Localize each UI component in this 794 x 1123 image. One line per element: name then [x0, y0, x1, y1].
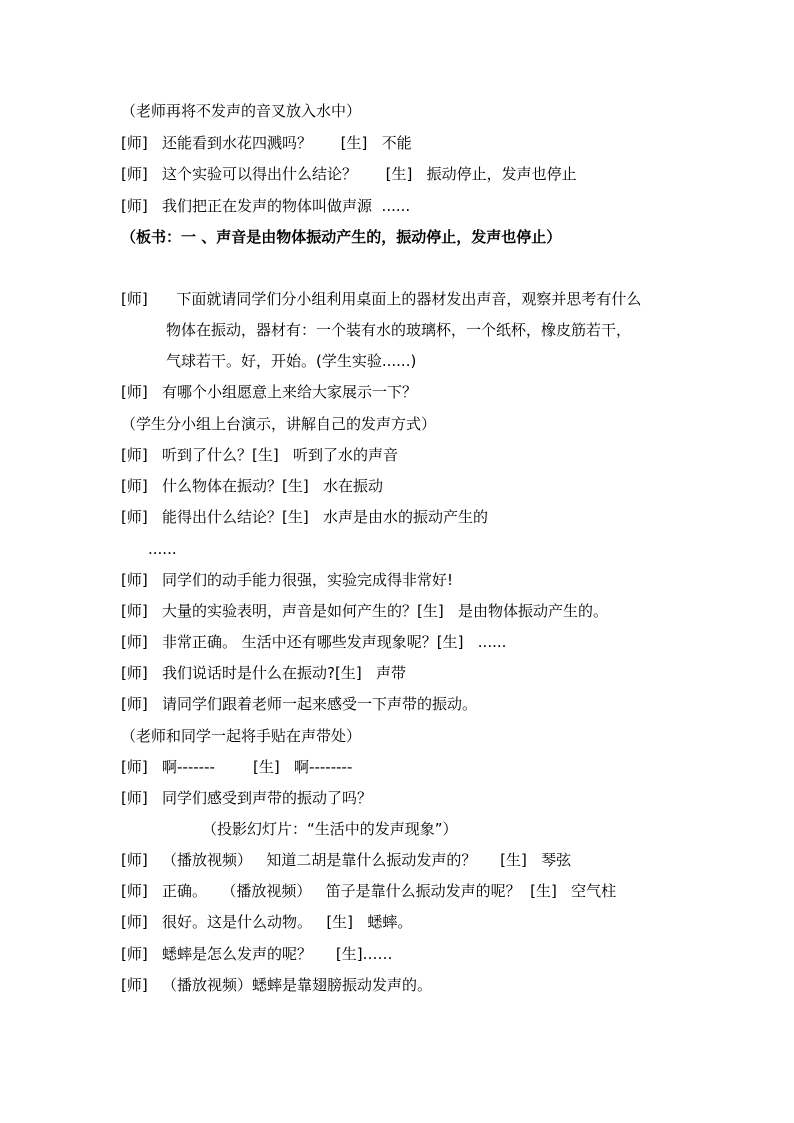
- dialogue-line: [师] （播放视频）蟋蟀是靠翅膀振动发声的。: [121, 976, 433, 994]
- dialogue-line: [师] 蟋蟀是怎么发声的呢？ [生]……: [121, 945, 393, 963]
- dialogue-line: [师] 同学们的动手能力很强，实验完成得非常好!: [121, 571, 454, 589]
- dialogue-line: [师] 啊------- [生] 啊--------: [121, 758, 353, 776]
- stage-direction: （老师和同学一起将手贴在声带处）: [121, 727, 362, 745]
- dialogue-line: [师] 什么物体在振动？[生] 水在振动: [121, 477, 384, 495]
- dialogue-line: [师] 下面就请同学们分小组利用桌面上的器材发出声音，观察并思考有什么: [121, 290, 642, 308]
- dialogue-line: [师] 还能看到水花四溅吗？ [生] 不能: [121, 134, 412, 152]
- dialogue-line: [师] 很好。这是什么动物。 [生] 蟋蟀。: [121, 913, 413, 931]
- dialogue-line: [师] 这个实验可以得出什么结论？ [生] 振动停止，发声也停止: [121, 165, 577, 183]
- dialogue-line: [师] 能得出什么结论？[生] 水声是由水的振动产生的: [121, 508, 489, 526]
- dialogue-line: [师] 有哪个小组愿意上来给大家展示一下？: [121, 383, 418, 401]
- dialogue-line: [师] 同学们感受到声带的振动了吗？: [121, 789, 373, 807]
- dialogue-continuation: 气球若干。好，开始。(学生实验......): [166, 352, 417, 370]
- dialogue-line: [师] 非常正确。 生活中还有哪些发声现象呢？[生] ......: [121, 633, 507, 651]
- ellipsis: ......: [148, 540, 177, 558]
- dialogue-line: [师] 我们把正在发声的物体叫做声源 ......: [121, 197, 411, 215]
- stage-direction: （学生分小组上台演示，讲解自己的发声方式）: [121, 415, 437, 433]
- stage-direction: （投影幻灯片：“生活中的发声现象”）: [202, 820, 458, 838]
- dialogue-line: [师] （播放视频） 知道二胡是靠什么振动发声的？ [生] 琴弦: [121, 851, 572, 869]
- dialogue-line: [师] 听到了什么？[生] 听到了水的声音: [121, 446, 399, 464]
- dialogue-line: [师] 正确。 （播放视频） 笛子是靠什么振动发声的呢？ [生] 空气柱: [121, 882, 617, 900]
- blackboard-note: （板书：一 、声音是由物体振动产生的，振动停止，发声也停止）: [121, 228, 562, 246]
- dialogue-line: [师] 请同学们跟着老师一起来感受一下声带的振动。: [121, 695, 478, 713]
- dialogue-continuation: 物体在振动，器材有：一个装有水的玻璃杯，一个纸杯，橡皮筋若干，: [166, 321, 632, 339]
- dialogue-line: [师] 大量的实验表明，声音是如何产生的？[生] 是由物体振动产生的。: [121, 602, 609, 620]
- stage-direction: （老师再将不发声的音叉放入水中）: [121, 102, 362, 120]
- dialogue-line: [师] 我们说话时是什么在振动?[生] 声带: [121, 664, 406, 682]
